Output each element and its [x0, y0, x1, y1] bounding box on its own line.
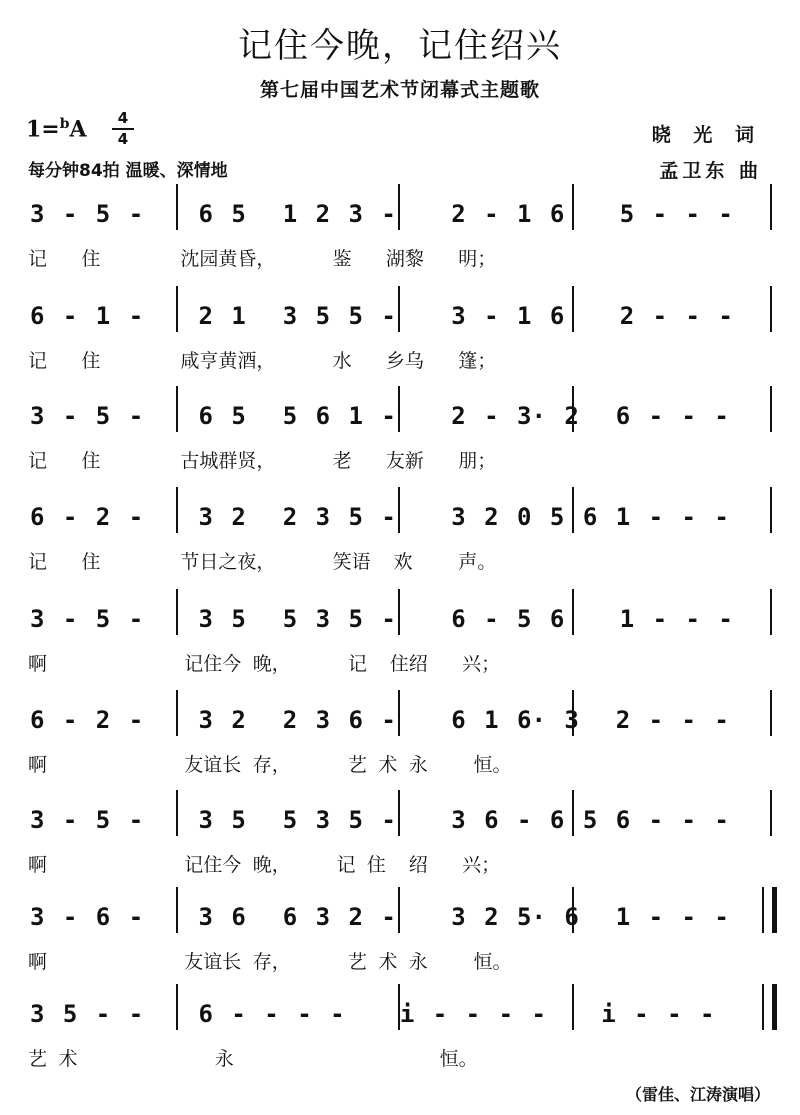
barline: [398, 690, 400, 736]
notation-line: 3 - 6 - 3 6 6 3 2 - 3 2 5· 6 1 - - -: [30, 903, 729, 931]
barline: [770, 386, 772, 432]
score-system: [0, 200, 800, 300]
flat-sign: b: [59, 116, 70, 132]
score-system: [0, 806, 800, 906]
lyrics-line: 啊 友谊长 存， 艺 术 永 恒。: [28, 951, 512, 973]
score-system: [0, 903, 800, 1003]
barline: [398, 386, 400, 432]
barline: [398, 984, 400, 1030]
lyrics-line: 艺 术 永 恒。: [28, 1048, 478, 1070]
final-barline: [762, 984, 777, 1030]
barline: [176, 984, 178, 1030]
barline: [572, 589, 574, 635]
notation-line: 6 - 2 - 3 2 2 3 6 - 6 1 6· 3 2 - - -: [30, 706, 729, 734]
notation-line: 3 5 - - 6 - - - - i - - - - i - - -: [30, 1000, 715, 1028]
score-system: [0, 605, 800, 705]
barline: [770, 286, 772, 332]
score-system: [0, 706, 800, 806]
barline: [176, 386, 178, 432]
barline: [398, 487, 400, 533]
barline: [572, 286, 574, 332]
barline: [176, 589, 178, 635]
composer-credit: 孟卫东 曲: [659, 160, 762, 182]
barline: [176, 286, 178, 332]
barline: [398, 790, 400, 836]
singers-credit: （雷佳、江涛演唱）: [625, 1085, 770, 1104]
notation-line: 3 - 5 - 6 5 1 2 3 - 2 - 1 6 5 - - -: [30, 200, 733, 228]
barline: [398, 887, 400, 933]
key-note: A: [69, 116, 87, 143]
barline: [770, 487, 772, 533]
time-signature-top: 4: [117, 109, 129, 127]
song-subtitle: 第七届中国艺术节闭幕式主题歌: [259, 79, 540, 101]
key-prefix: 1=: [26, 116, 60, 143]
score-system: [0, 302, 800, 402]
barline: [770, 790, 772, 836]
barline: [572, 887, 574, 933]
barline: [770, 184, 772, 230]
score-system: [0, 402, 800, 502]
lyrics-line: 记 住 咸亨黄酒， 水 乡乌 篷；: [28, 350, 497, 372]
lyrics-line: 记 住 节日之夜， 笑语 欢 声。: [28, 551, 497, 573]
barline: [398, 589, 400, 635]
barline: [572, 790, 574, 836]
notation-line: 3 - 5 - 6 5 5 6 1 - 2 - 3· 2 6 - - -: [30, 402, 729, 430]
barline: [176, 690, 178, 736]
lyrics-line: 啊 友谊长 存， 艺 术 永 恒。: [28, 754, 512, 776]
lyrics-line: 啊 记住今 晚， 记 住绍 兴；: [28, 653, 501, 675]
time-signature-bottom: 4: [117, 130, 129, 148]
barline: [398, 184, 400, 230]
score-system: [0, 503, 800, 603]
notation-line: 6 - 2 - 3 2 2 3 5 - 3 2 0 5 6 1 - - -: [30, 503, 729, 531]
barline: [572, 184, 574, 230]
lyrics-line: 记 住 古城群贤， 老 友新 朋；: [28, 450, 497, 472]
song-title: 记住今晚，记住绍兴: [238, 26, 562, 66]
tempo-marking: 每分钟84拍 温暖、深情地: [28, 161, 228, 181]
barline: [572, 386, 574, 432]
barline: [176, 887, 178, 933]
key-signature: [26, 116, 87, 142]
lyrics-line: 记 住 沈园黄昏， 鉴 湖黎 明；: [28, 248, 497, 270]
barline: [176, 790, 178, 836]
barline: [398, 286, 400, 332]
time-signature: [112, 110, 134, 148]
barline: [176, 487, 178, 533]
barline: [770, 690, 772, 736]
lyricist-credit: 晓 光 词: [651, 124, 762, 146]
notation-line: 3 - 5 - 3 5 5 3 5 - 3 6 - 6 5 6 - - -: [30, 806, 729, 834]
final-barline: [762, 887, 777, 933]
barline: [572, 690, 574, 736]
notation-line: 6 - 1 - 2 1 3 5 5 - 3 - 1 6 2 - - -: [30, 302, 733, 330]
lyrics-line: 啊 记住今 晚， 记 住 绍 兴；: [28, 854, 501, 876]
barline: [176, 184, 178, 230]
barline: [572, 984, 574, 1030]
barline: [572, 487, 574, 533]
notation-line: 3 - 5 - 3 5 5 3 5 - 6 - 5 6 1 - - -: [30, 605, 733, 633]
barline: [770, 589, 772, 635]
